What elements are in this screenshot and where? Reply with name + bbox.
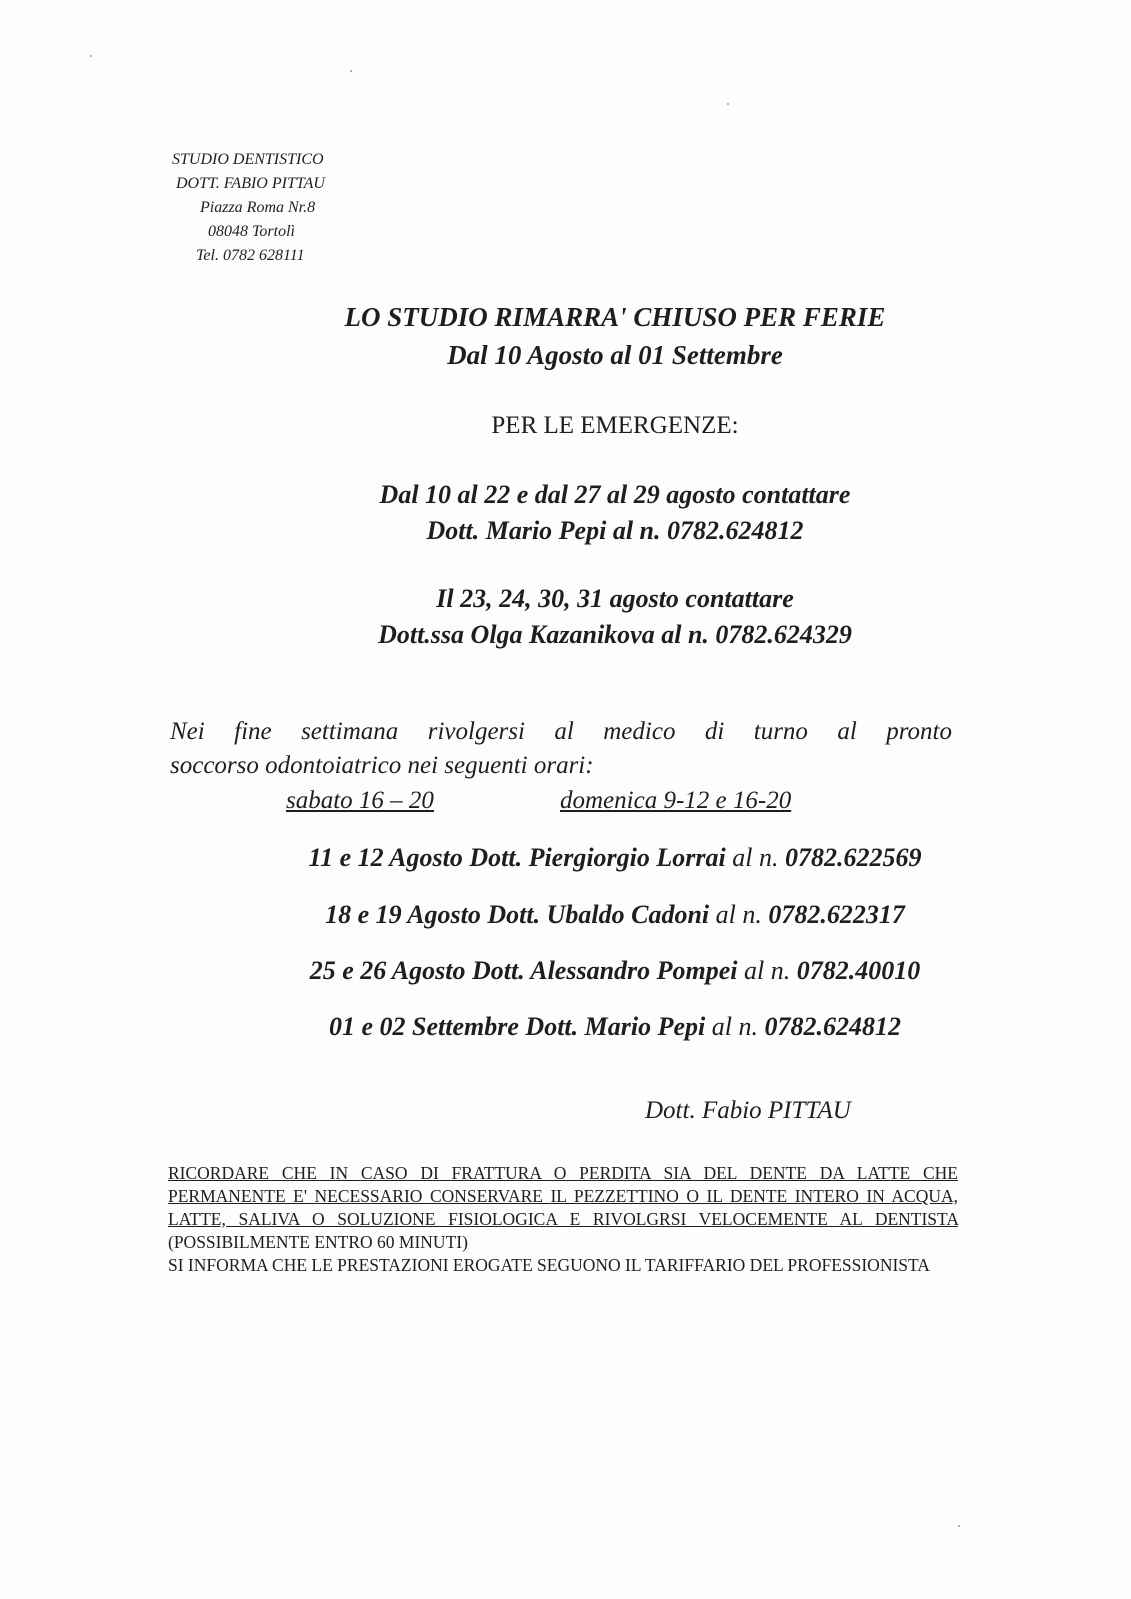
signature: Dott. Fabio PITTAU (645, 1097, 851, 1124)
sunday-hours: domenica 9-12 e 16-20 (560, 787, 792, 814)
emergency-block2-dates: Il 23, 24, 30, 31 agosto contattare (436, 584, 794, 613)
contact-phone: 0782.624812 (758, 1012, 901, 1041)
scan-speck (90, 55, 92, 57)
contact-date: 18 e 19 Agosto (325, 900, 481, 929)
weekend-contact-row (0, 1012, 1131, 1042)
contact-date: 01 e 02 Settembre (329, 1012, 526, 1041)
notice-tariff: SI INFORMA CHE LE PRESTAZIONI EROGATE SEGUONO IL TARIFFARIO DEL PROFESSIONISTA (168, 1255, 930, 1275)
contact-phone: 0782.622569 (778, 843, 922, 872)
contact-al: al n. (737, 956, 791, 985)
scan-speck (727, 103, 729, 105)
scan-speck (350, 70, 352, 72)
closure-dates: Dal 10 Agosto al 01 Settembre (447, 340, 783, 370)
header-studio: STUDIO DENTISTICO (172, 151, 324, 168)
contact-phone: 0782.40010 (790, 956, 921, 985)
contact-doctor: Dott. Mario Pepi (525, 1012, 706, 1041)
header-address: Piazza Roma Nr.8 (200, 199, 316, 216)
weekend-text-line1: Nei fine settimana rivolgersi al medico di turno al pronto (170, 718, 952, 745)
emergency-block1-dates: Dal 10 al 22 e dal 27 al 29 agosto contattare (379, 480, 851, 509)
emergency-block2-contact: Dott.ssa Olga Kazanikova al n. 0782.624329 (378, 620, 852, 649)
closure-title: LO STUDIO RIMARRA' CHIUSO PER FERIE (344, 302, 886, 332)
contact-al: al n. (709, 900, 762, 929)
weekend-contact-row (0, 843, 1131, 873)
weekend-contact-row (0, 956, 1131, 986)
header-doctor: DOTT. FABIO PITTAU (176, 175, 325, 192)
notice-underlined: RICORDARE CHE IN CASO DI FRATTURA O PERDITA SIA DEL DENTE DA LATTE CHE PERMANENTE E' NECESSARIO CONSERVARE IL PEZZETTINO O IL DENTE INTERO IN ACQUA, LATTE, SALIVA O SOLUZIONE FISIOLOGICA E RIVOLGRSI VELOCEMENTE AL DENTISTA (168, 1163, 958, 1229)
contact-date: 25 e 26 Agosto (309, 956, 466, 985)
contact-doctor: Dott. Ubaldo Cadoni (480, 900, 710, 929)
header-city: 08048 Tortolì (208, 223, 295, 240)
saturday-hours: sabato 16 – 20 (286, 787, 434, 814)
contact-date: 11 e 12 Agosto (308, 843, 470, 872)
weekend-contact-row (0, 900, 1131, 930)
notice-block (168, 1162, 958, 1277)
contact-al: al n. (705, 1012, 758, 1041)
scan-speck (958, 1525, 960, 1527)
contact-phone: 0782.622317 (761, 900, 905, 929)
contact-doctor: Dott. Piergiorgio Lorrai (469, 843, 726, 872)
emergencies-heading: PER LE EMERGENZE: (491, 412, 739, 439)
contact-doctor: Dott. Alessandro Pompei (465, 956, 738, 985)
emergency-block1-contact: Dott. Mario Pepi al n. 0782.624812 (426, 516, 804, 545)
weekend-text-line2: soccorso odontoiatrico nei seguenti orari: (170, 752, 594, 779)
contact-al: al n. (725, 843, 779, 872)
notice-time: (POSSIBILMENTE ENTRO 60 MINUTI) (168, 1232, 468, 1252)
header-phone: Tel. 0782 628111 (196, 247, 305, 264)
